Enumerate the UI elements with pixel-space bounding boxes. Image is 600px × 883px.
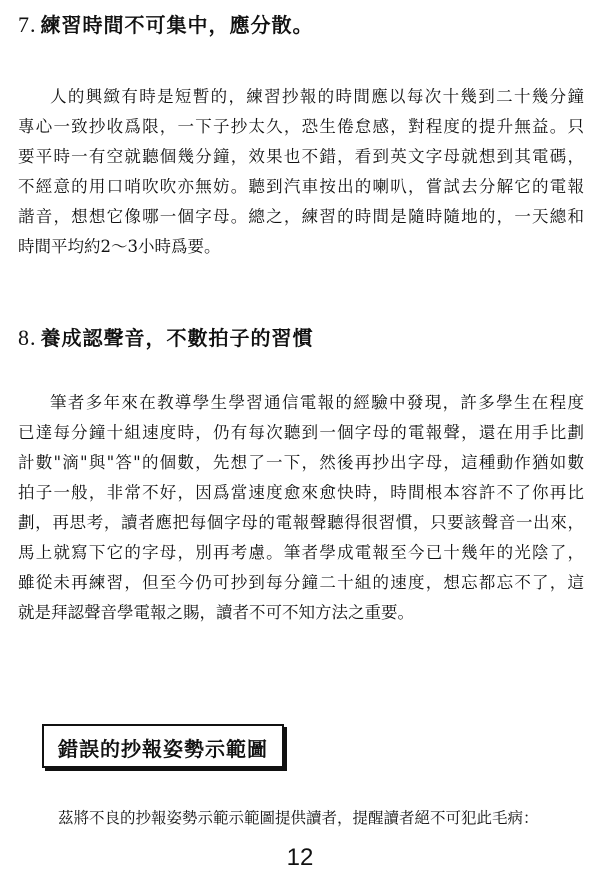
- figure-intro-text: 茲將不良的抄報姿勢示範示範圖提供讀者，提醒讀者絕不可犯此毛病：: [58, 809, 539, 827]
- paragraph-line: 雖從未再練習，但至今仍可抄到每分鐘二十組的速度，想忘都忘不了，這: [18, 573, 584, 592]
- paragraph-line: 劃，再思考，讀者應把每個字母的電報聲聽得很習慣，只要該聲音一出來，: [18, 513, 584, 532]
- paragraph-line: 已達每分鐘十組速度時，仍有每次聽到一個字母的電報聲，還在用手比劃: [18, 423, 584, 442]
- paragraph-line: 不經意的用口哨吹吹亦無妨。聽到汽車按出的喇叭，嘗試去分解它的電報: [18, 177, 584, 196]
- boxed-heading: 錯誤的抄報姿勢示範圖: [58, 737, 268, 761]
- paragraph-line: 就是拜認聲音學電報之賜，讀者不可不知方法之重要。: [18, 603, 414, 622]
- page-number: 12: [286, 844, 314, 871]
- section-8-number: 8.: [18, 325, 37, 350]
- paragraph-line: 計數"滴"與"答"的個數，先想了一下，然後再抄出字母，這種動作猶如數: [18, 453, 584, 472]
- paragraph-line: 時間平均約2～3小時爲要。: [18, 237, 221, 256]
- section-7-title: 練習時間不可集中，應分散。: [40, 13, 314, 37]
- section-7-heading: [18, 9, 314, 38]
- section-8-heading: [18, 322, 314, 351]
- section-8-paragraph: [18, 388, 584, 628]
- section-7-paragraph: [18, 82, 584, 262]
- paragraph-line: 拍子一般，非常不好，因爲當速度愈來愈快時，時間根本容許不了你再比: [18, 483, 584, 502]
- paragraph-line: 專心一致抄收爲限，一下子抄太久，恐生倦怠感，對程度的提升無益。只: [18, 117, 584, 136]
- paragraph-line: 諧音，想想它像哪一個字母。總之，練習的時間是隨時隨地的，一天總和: [18, 207, 584, 226]
- paragraph-line: 筆者多年來在教導學生學習通信電報的經驗中發現，許多學生在程度: [50, 393, 584, 412]
- paragraph-line: 人的興緻有時是短暫的，練習抄報的時間應以每次十幾到二十幾分鐘: [50, 87, 584, 106]
- section-7-number: 7.: [18, 12, 37, 37]
- boxed-heading-frame: [42, 724, 284, 768]
- paragraph-line: 馬上就寫下它的字母，別再考慮。筆者學成電報至今已十幾年的光陰了，: [18, 543, 584, 562]
- section-8-title: 養成認聲音，不數拍子的習慣: [40, 326, 314, 350]
- paragraph-line: 要平時一有空就聽個幾分鐘，效果也不錯，看到英文字母就想到其電碼，: [18, 147, 584, 166]
